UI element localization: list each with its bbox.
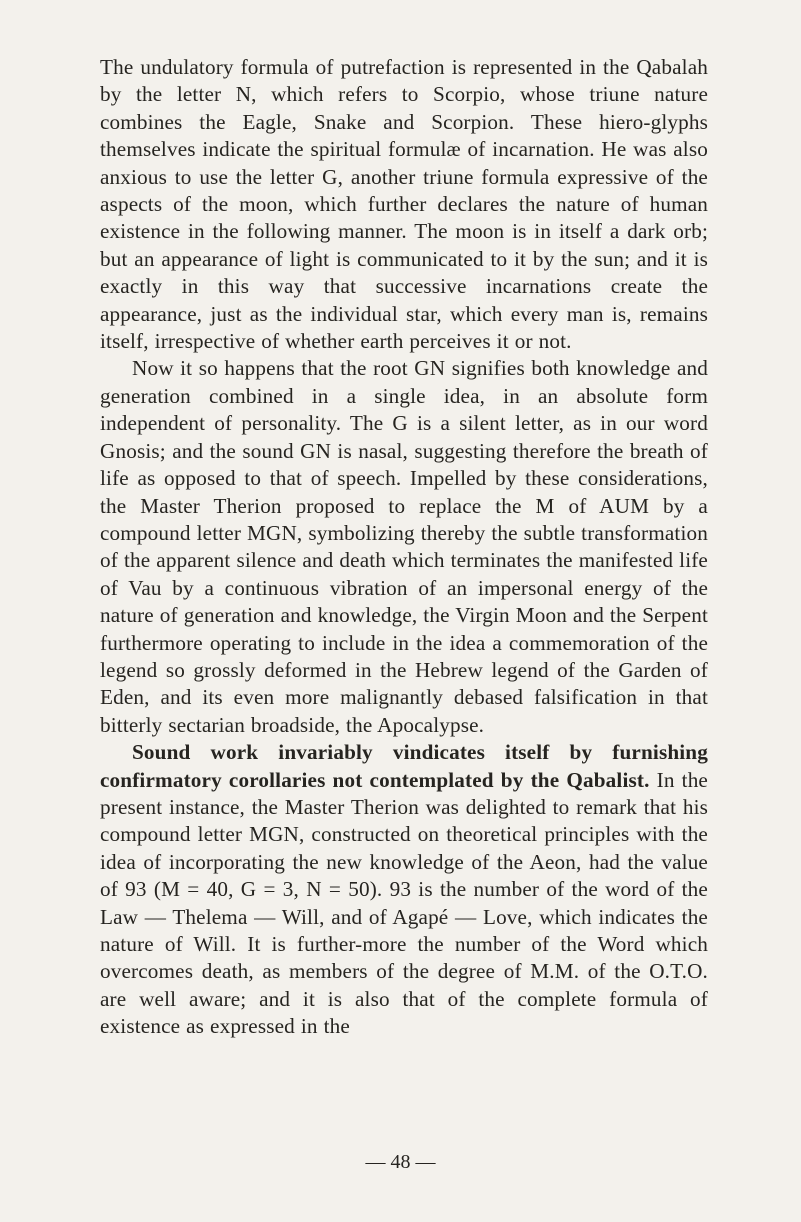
paragraph-2 — [100, 355, 708, 739]
paragraph-2-text: Now it so happens that the root GN signifies both knowledge and generation combined in a single idea, in an absolute form independent of personality. The G is a silent letter, as in our word Gnosis; and the sound GN is nasal, suggesting therefore the breath of life as opposed to that of speech. Impelled by these considerations, the Master Therion proposed to replace the M of AUM by a compound letter MGN, symbolizing thereby the subtle transformation of the apparent silence and death which terminates the manifested life of Vau by a continuous vibration of an impersonal energy of the nature of generation and knowledge, the Virgin Moon and the Serpent furthermore operating to include in the idea a commemoration of the legend so grossly deformed in the Hebrew legend of the Garden of Eden, and its even more malignantly debased falsification in that bitterly sectarian broadside, the Apocalypse. — [100, 356, 708, 737]
paragraph-1 — [100, 54, 708, 355]
page-body — [100, 54, 708, 1041]
paragraph-3-text: In the present instance, the Master Therion was delighted to remark that his compound letter MGN, constructed on theoretical principles with the idea of incorporating the new knowledge of the Aeon, had the value of 93 (M = 40, G = 3, N = 50). 93 is the number of the word of the Law — Thelema — Will, and of Agapé — Love, which indicates the nature of Will. It is further-more the number of the Word which overcomes death, as members of the degree of M.M. of the O.T.O. are well aware; and it is also that of the complete formula of existence as expressed in the — [100, 767, 708, 1039]
paragraph-1-text: The undulatory formula of putrefaction is represented in the Qabalah by the letter N, which refers to Scorpio, whose triune nature combines the Eagle, Snake and Scorpion. These hiero-glyphs themselves indicate the spiritual formulæ of incarnation. He was also anxious to use the letter G, another triune formula expressive of the aspects of the moon, which further declares the nature of human existence in the following manner. The moon is in itself a dark orb; but an appearance of light is communicated to it by the sun; and it is exactly in this way that successive incarnations create the appearance, just as the individual star, which every man is, remains itself, irrespective of whether earth perceives it or not. — [100, 55, 708, 354]
page-number: — 48 — — [365, 1151, 436, 1173]
paragraph-3-lead: Sound work invariably vindicates itself by furnishing confirmatory corollaries not contemplated by the Qabalist. — [100, 740, 708, 792]
paragraph-3 — [100, 739, 708, 1040]
